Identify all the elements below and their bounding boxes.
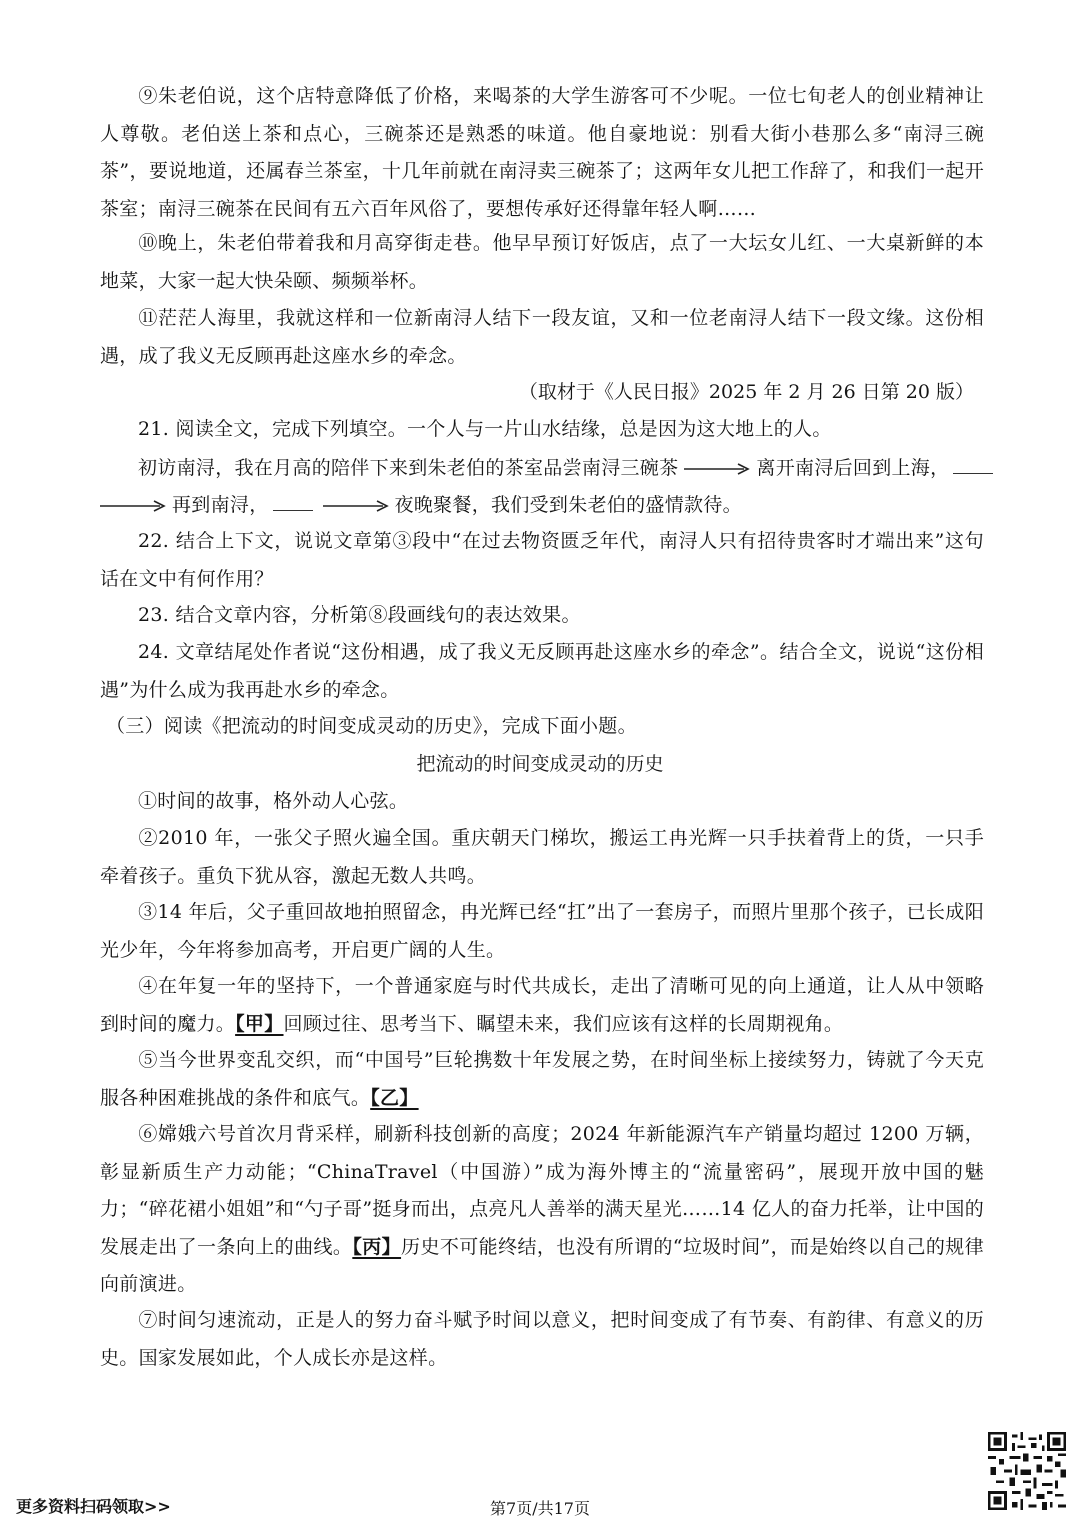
article-title: 把流动的时间变成灵动的历史 [416,753,664,775]
answer-blank[interactable] [953,453,993,474]
article-paragraph-4: ④在年复一年的坚持下，一个普通家庭与时代共成长，走出了清晰可见的向上通道，让人从中领略到时间的魔力。【甲】回顾过往、思考当下、瞩望未来，我们应该有这样的长周期视角。 [100,975,984,1035]
article-paragraph-6: ⑥嫦娥六号首次月背采样，刷新科技创新的高度；2024 年新能源汽车产销量均超过 1200 万辆，彰显新质生产力动能；“ChinaTravel（中国游）”成为海外博主的“流量密码”，展现开放中国的魅力；“碎花裙小姐姐”和“勺子哥”挺身而出，点亮凡人善举的满天星光……14 亿人的奋力托举，让中国的发展走出了一条向上的曲线。【丙】历史不可能终结，也没有所谓的“垃圾时间”，而是始终以自己的规律向前演进。 [100,1123,985,1295]
marker-jia: 【甲】 [235,1012,284,1035]
marker-bing: 【丙】 [352,1235,402,1258]
q21-flow-line-2: 再到南浔， 夜晚聚餐，我们受到朱老伯的盛情款待。 [100,487,742,525]
article-paragraph-5: ⑤当今世界变乱交织，而“中国号”巨轮携数十年发展之势，在时间坐标上接续努力，铸就了今天克服各种困难挑战的条件和底气。【乙】 [100,1049,984,1109]
question-24: 24. 文章结尾处作者说“这份相遇，成了我义无反顾再赴这座水乡的牵念”。结合全文，说说“这份相遇”为什么成为我再赴水乡的牵念。 [100,641,984,701]
question-22: 22. 结合上下文，说说文章第③段中“在过去物资匮乏年代，南浔人只有招待贵客时才端出来”这句话在文中有何作用？ [100,530,984,590]
source-citation: （取材于《人民日报》2025 年 2 月 26 日第 20 版） [518,381,974,403]
q21-flow-line-1: 初访南浔，我在月高的陪伴下来到朱老伯的茶室品尝南浔三碗茶 离开南浔后回到上海， [138,450,997,488]
paragraph-10: ⑩晚上，朱老伯带着我和月高穿街走巷。他早早预订好饭店，点了一大坛女儿红、一大桌新鲜的本地菜，大家一起大快朵颐、频频举杯。 [100,232,984,292]
paragraph-11: ⑪茫茫人海里，我就这样和一位新南浔人结下一段友谊，又和一位老南浔人结下一段文缘。这份相遇，成了我义无反顾再赴这座水乡的牵念。 [100,307,984,367]
answer-blank[interactable] [273,490,313,511]
arrow-right-icon [323,500,389,512]
article-paragraph-1: ①时间的故事，格外动人心弦。 [138,790,409,812]
paragraph-9: ⑨朱老伯说，这个店特意降低了价格，来喝茶的大学生游客可不少呢。一位七旬老人的创业精神让人尊敬。老伯送上茶和点心，三碗茶还是熟悉的味道。他自豪地说：别看大街小巷那么多“南浔三碗茶”，要说地道，还属春兰茶室，十几年前就在南浔卖三碗茶了；这两年女儿把工作辞了，和我们一起开茶室；南浔三碗茶在民间有五六百年风俗了，要想传承好还得靠年轻人啊…… [100,85,984,220]
footer-scan-prompt: 更多资料扫码领取>> [16,1497,171,1516]
question-23: 23. 结合文章内容，分析第⑧段画线句的表达效果。 [138,604,581,626]
marker-yi: 【乙】 [370,1086,419,1109]
article-paragraph-3: ③14 年后，父子重回故地拍照留念，冉光辉已经“扛”出了一套房子，而照片里那个孩子，已长成阳光少年，今年将参加高考，开启更广阔的人生。 [100,901,984,961]
arrow-right-icon [684,463,750,475]
section-3-intro: （三）阅读《把流动的时间变成灵动的历史》，完成下面小题。 [106,715,637,737]
article-paragraph-2: ②2010 年，一张父子照火遍全国。重庆朝天门梯坎，搬运工冉光辉一只手扶着背上的货，一只手牵着孩子。重负下犹从容，激起无数人共鸣。 [100,827,984,887]
arrow-right-icon [100,500,166,512]
article-paragraph-7: ⑦时间匀速流动，正是人的努力奋斗赋予时间以意义，把时间变成了有节奏、有韵律、有意义的历史。国家发展如此，个人成长亦是这样。 [100,1309,984,1369]
page-number: 第7页/共17页 [490,1499,590,1518]
question-21: 21. 阅读全文，完成下列填空。一个人与一片山水结缘，总是因为这大地上的人。 [138,418,832,440]
